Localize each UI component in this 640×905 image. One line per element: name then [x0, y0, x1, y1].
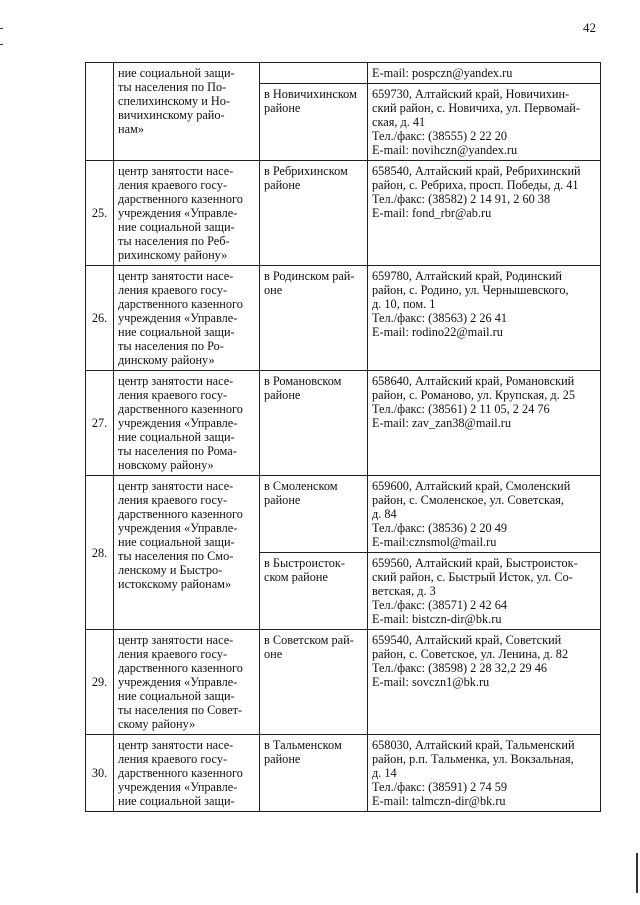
address-contacts	[368, 476, 601, 553]
scan-edge-mark	[0, 44, 3, 45]
phone-line: Тел./факс: (38591) 2 74 59	[372, 780, 508, 794]
row-number	[86, 63, 114, 161]
address-line: район, с. Советское, ул. Ленина, д. 82	[372, 647, 569, 661]
organization-name: центр занятости насе- ления краевого госу- дарственного казенного учреждения «Управле- ние социальной защи- ты населения по Совет- скому району»	[114, 630, 260, 735]
address-line: 659540, Алтайский край, Советский	[372, 633, 562, 647]
email-line: E-mail: zav_zan38@mail.ru	[372, 416, 512, 430]
row-number: 27.	[86, 371, 114, 476]
email-line: E-mail: fond_rbr@ab.ru	[372, 206, 492, 220]
address-contacts	[368, 371, 601, 476]
email-line: E-mail: pospczn@yandex.ru	[372, 66, 513, 80]
table-row	[86, 735, 601, 812]
address-contacts	[368, 266, 601, 371]
page-number: 42	[583, 20, 596, 35]
address-line: 659560, Алтайский край, Быстроисток-	[372, 556, 578, 570]
address-line: район, с. Ребриха, просп. Победы, д. 41	[372, 178, 579, 192]
table-row	[86, 476, 601, 553]
address-contacts	[368, 161, 601, 266]
address-line: 658540, Алтайский край, Ребрихинский	[372, 164, 581, 178]
scan-corner-mark	[636, 853, 638, 893]
organization-name: центр занятости насе- ления краевого госу- дарственного казенного учреждения «Управле- ние социальной защи- ты населения по Рома- новскому району»	[114, 371, 260, 476]
address-contacts	[368, 553, 601, 630]
address-line: 658640, Алтайский край, Романовский	[372, 374, 575, 388]
employment-centers-table	[85, 62, 601, 812]
address-line: 659780, Алтайский край, Родинский	[372, 269, 562, 283]
phone-line: Тел./факс: (38563) 2 26 41	[372, 311, 508, 325]
district: в Смоленском районе	[260, 476, 368, 553]
organization-name: центр занятости насе- ления краевого госу- дарственного казенного учреждения «Управле- ние социальной защи- ты населения по Ро- динскому району»	[114, 266, 260, 371]
email-line: E-mail: sovczn1@bk.ru	[372, 675, 490, 689]
address-line: ская, д. 41	[372, 115, 426, 129]
district: в Новичихинском районе	[260, 84, 368, 161]
organization-name: центр занятости насе- ления краевого госу- дарственного казенного учреждения «Управле- ние социальной защи- ты населения по Реб- рихинскому району»	[114, 161, 260, 266]
district: в Ребрихинском районе	[260, 161, 368, 266]
address-line: д. 10, пом. 1	[372, 297, 436, 311]
phone-line: Тел./факс: (38561) 2 11 05, 2 24 76	[372, 402, 550, 416]
row-number: 29.	[86, 630, 114, 735]
address-contacts	[368, 735, 601, 812]
address-line: 659600, Алтайский край, Смоленский	[372, 479, 571, 493]
district: в Тальменском районе	[260, 735, 368, 812]
address-contacts	[368, 84, 601, 161]
table-row	[86, 63, 601, 84]
address-contacts	[368, 630, 601, 735]
district: в Советском рай- оне	[260, 630, 368, 735]
phone-line: Тел./факс: (38536) 2 20 49	[372, 521, 508, 535]
district: в Быстроисток- ском районе	[260, 553, 368, 630]
scan-edge-mark	[0, 28, 3, 29]
address-line: ский район, с. Новичиха, ул. Первомай-	[372, 101, 580, 115]
address-line: район, с. Родино, ул. Чернышевского,	[372, 283, 569, 297]
row-number: 25.	[86, 161, 114, 266]
email-line: E-mail: talmczn-dir@bk.ru	[372, 794, 506, 808]
organization-name: ние социальной защи- ты населения по По- спелихинскому и Но- вичихинскому райо- нам»	[114, 63, 260, 161]
address-line: ский район, с. Быстрый Исток, ул. Со-	[372, 570, 573, 584]
table-row	[86, 371, 601, 476]
district	[260, 63, 368, 84]
phone-line: Тел./факс: (38555) 2 22 20	[372, 129, 508, 143]
table-row	[86, 266, 601, 371]
table-row	[86, 161, 601, 266]
row-number: 26.	[86, 266, 114, 371]
district: в Романовском районе	[260, 371, 368, 476]
email-line: E-mail: rodino22@mail.ru	[372, 325, 503, 339]
row-number: 28.	[86, 476, 114, 630]
organization-name: центр занятости насе- ления краевого госу- дарственного казенного учреждения «Управле- ние социальной защи- ты населения по Смо- ленскому и Быстро- истокскому районам»	[114, 476, 260, 630]
address-contacts	[368, 63, 601, 84]
address-line: ветская, д. 3	[372, 584, 436, 598]
address-line: район, с. Романово, ул. Крупская, д. 25	[372, 388, 576, 402]
address-line: 659730, Алтайский край, Новичихин-	[372, 87, 570, 101]
phone-line: Тел./факс: (38571) 2 42 64	[372, 598, 508, 612]
district: в Родинском рай- оне	[260, 266, 368, 371]
phone-line: Тел./факс: (38582) 2 14 91, 2 60 38	[372, 192, 551, 206]
phone-line: Тел./факс: (38598) 2 28 32,2 29 46	[372, 661, 548, 675]
address-line: район, с. Смоленское, ул. Советская,	[372, 493, 564, 507]
email-line: E-mail: novihczn@yandex.ru	[372, 143, 518, 157]
address-line: д. 14	[372, 766, 397, 780]
email-line: E-mail:cznsmol@mail.ru	[372, 535, 497, 549]
address-line: 658030, Алтайский край, Тальменский	[372, 738, 575, 752]
address-line: д. 84	[372, 507, 397, 521]
address-line: район, р.п. Тальменка, ул. Вокзальная,	[372, 752, 574, 766]
email-line: E-mail: bistczn-dir@bk.ru	[372, 612, 502, 626]
organization-name: центр занятости насе- ления краевого госу- дарственного казенного учреждения «Управле- ние социальной защи-	[114, 735, 260, 812]
table-row	[86, 630, 601, 735]
row-number: 30.	[86, 735, 114, 812]
